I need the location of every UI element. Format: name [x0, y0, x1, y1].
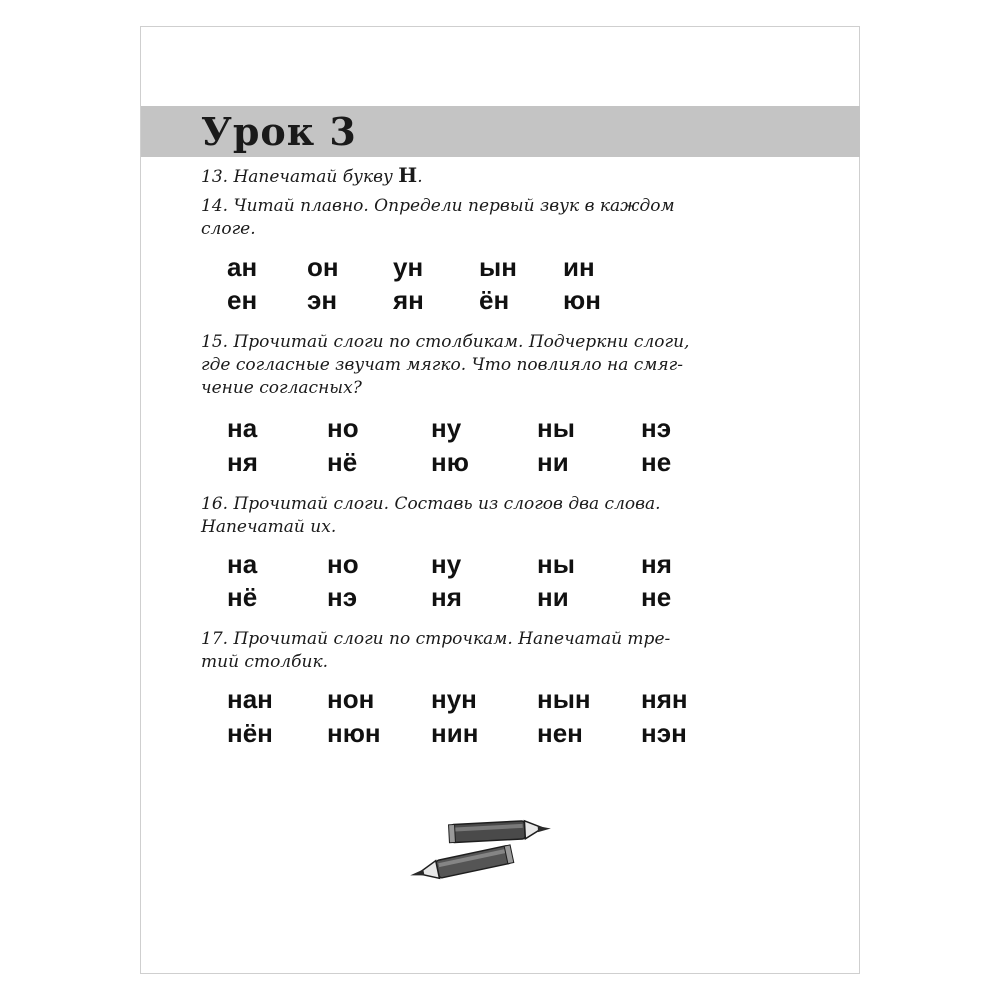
task-13-tail: .: [417, 167, 423, 187]
task-16-instruction: [201, 493, 761, 539]
syllable: ну: [431, 413, 462, 443]
syllable: нё: [327, 447, 358, 477]
syllable: нэ: [641, 413, 672, 443]
syllable: не: [641, 582, 672, 612]
syllable: нин: [431, 718, 479, 748]
syllable: нян: [641, 684, 688, 714]
task-17-line-1: 17. Прочитай слоги по строчкам. Напечатай тре-: [201, 629, 671, 649]
task-14-line-2: слоге.: [201, 219, 256, 239]
syllable: нен: [537, 718, 583, 748]
syllable: ни: [537, 582, 569, 612]
syllable: не: [641, 447, 672, 477]
syllable: но: [327, 549, 359, 579]
syllable: нё: [227, 582, 258, 612]
task-15-line-1: 15. Прочитай слоги по столбикам. Подчеркни слоги,: [201, 332, 690, 352]
task-15-instruction: [201, 331, 761, 400]
syllable: нан: [227, 684, 273, 714]
syllable: ню: [431, 447, 469, 477]
task-13-text: 13. Напечатай букву: [201, 167, 399, 187]
syllable: ён: [479, 285, 510, 315]
syllable: на: [227, 549, 258, 579]
syllable: ны: [537, 549, 575, 579]
pencils-icon: [403, 819, 563, 883]
task-17-line-2: тий столбик.: [201, 652, 329, 672]
syllable: ны: [537, 413, 575, 443]
syllable: ня: [431, 582, 462, 612]
task-14-line-1: 14. Читай плавно. Определи первый звук в каждом: [201, 196, 675, 216]
lesson-title: Урок 3: [201, 109, 357, 154]
task-15-line-2: где согласные звучат мягко. Что повлияло на смяг-: [201, 355, 683, 375]
syllable: ни: [537, 447, 569, 477]
syllable: на: [227, 413, 258, 443]
syllable: ан: [227, 252, 258, 282]
syllable: он: [307, 252, 339, 282]
syllable: ын: [479, 252, 517, 282]
syllable: ня: [227, 447, 258, 477]
syllable: нён: [227, 718, 273, 748]
task-13-letter: Н: [398, 163, 418, 187]
syllable: эн: [307, 285, 338, 315]
task-16-line-2: Напечатай их.: [201, 517, 337, 537]
textbook-page: [140, 26, 860, 974]
syllable: ун: [393, 252, 424, 282]
task-16-line-1: 16. Прочитай слоги. Составь из слогов два слова.: [201, 494, 661, 514]
syllable: ен: [227, 285, 258, 315]
task-13: [201, 164, 761, 189]
syllable: ну: [431, 549, 462, 579]
syllable: ин: [563, 252, 595, 282]
syllable: ня: [641, 549, 672, 579]
task-15-line-3: чение согласных?: [201, 378, 362, 398]
syllable: нын: [537, 684, 591, 714]
syllable: ян: [393, 285, 424, 315]
syllable: нэ: [327, 582, 358, 612]
pencils-icon: [403, 819, 563, 888]
syllable: юн: [563, 285, 601, 315]
syllable: нэн: [641, 718, 687, 748]
title-band: [141, 106, 860, 157]
syllable: но: [327, 413, 359, 443]
syllable: нон: [327, 684, 375, 714]
task-17-instruction: [201, 628, 761, 674]
syllable: нюн: [327, 718, 381, 748]
task-14-instruction: [201, 195, 761, 241]
syllable: нун: [431, 684, 477, 714]
